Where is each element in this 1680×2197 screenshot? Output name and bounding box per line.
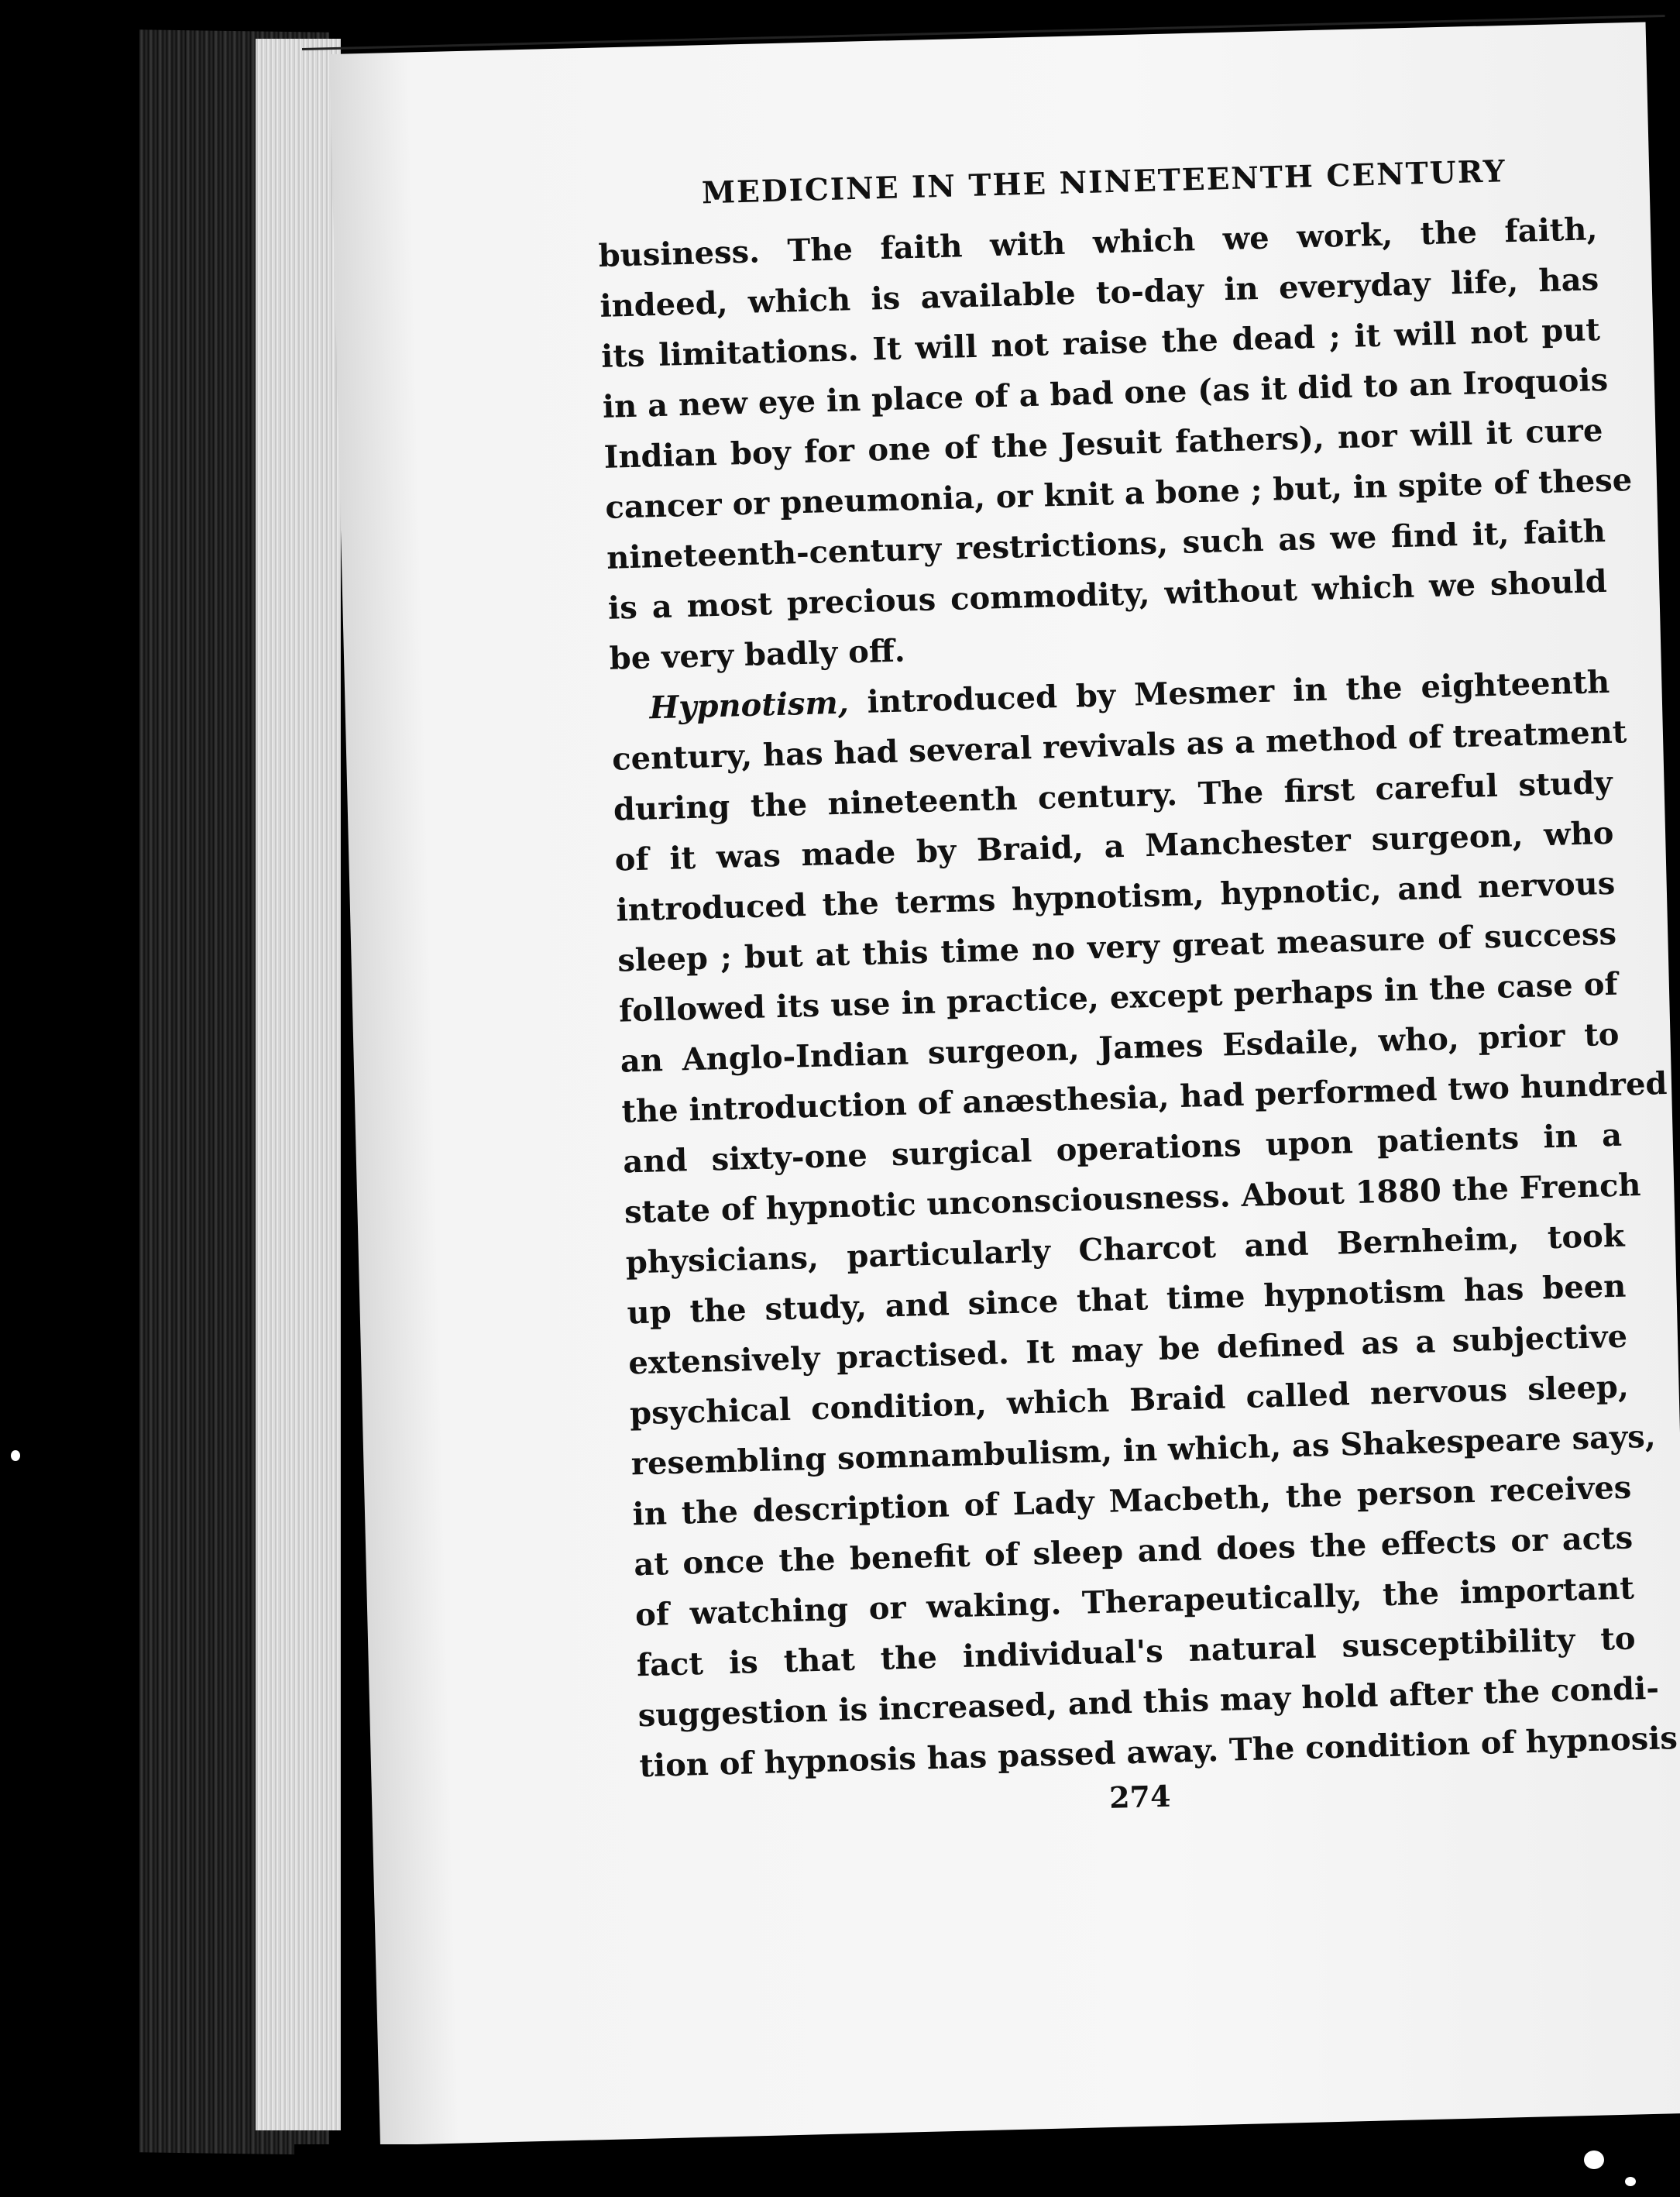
body-line: be very badly off. [609, 632, 906, 677]
body-line: at once the benefit of sleep and does the effects or acts [633, 1519, 1634, 1583]
body-line: fact is that the individual's natural susceptibility to [636, 1620, 1637, 1684]
body-line: suggestion is increased, and this may hold after the condi- [637, 1669, 1660, 1735]
body-line: century, has had several revivals as a method of treatment [611, 713, 1627, 778]
page-stack-edge [256, 39, 341, 2130]
body-line: in the description of Lady Macbeth, the person receives [632, 1469, 1632, 1533]
body-line: sleep ; but at this time no very great measure of success [617, 915, 1617, 979]
body-line: during the nineteenth century. The first careful study [613, 764, 1613, 828]
body-line: up the study, and since that time hypnotism has been [627, 1267, 1627, 1332]
body-line: followed its use in practice, except perhaps in the case of [618, 965, 1619, 1030]
text-block [596, 151, 1678, 1827]
page-number: 274 [1108, 1778, 1172, 1815]
italic-term-hypnotism: Hypnotism, [648, 684, 850, 727]
body-line: nineteenth-century restrictions, such as we find it, faith [606, 512, 1606, 576]
body-line: state of hypnotic unconsciousness. About 1880 the French [624, 1167, 1642, 1231]
scan-speck [1584, 2151, 1604, 2169]
scan-speck [1625, 2177, 1636, 2186]
running-head: MEDICINE IN THE NINETEENTH CENTURY [701, 153, 1507, 211]
body-line: the introduction of anæsthesia, had performed two hundred [620, 1065, 1668, 1130]
body-line: of watching or waking. Therapeutically, the important [634, 1570, 1635, 1634]
body-line: its limitations. It will not raise the dead ; it will not put [600, 311, 1601, 375]
body-line: is a most precious commodity, without which we should [607, 562, 1608, 627]
body-line: and sixty-one surgical operations upon patients in a [622, 1116, 1623, 1181]
body-line: resembling somnambulism, in which, as Shakespeare says, [630, 1418, 1657, 1483]
body-line: Indian boy for one of the Jesuit fathers), nor will it cure [603, 411, 1603, 476]
body-line: tion of hypnosis has passed away. The condition of hypnosis [638, 1719, 1678, 1785]
body-line: business. The faith with which we work, the faith, [598, 211, 1598, 274]
body-line: indeed, which is available to-day in everyday life, has [599, 261, 1599, 325]
scan-speck [11, 1450, 20, 1461]
body-line: physicians, particularly Charcot and Bernheim, took [625, 1217, 1626, 1281]
body-line: in a new eye in place of a bad one (as it did to an Iroquois [602, 361, 1609, 425]
body-line: extensively practised. It may be defined as a subjective [627, 1318, 1628, 1382]
bottom-dark-strip [294, 2144, 1680, 2197]
body-line: introduced the terms hypnotism, hypnotic, and nervous [615, 865, 1616, 929]
body-line: of it was made by Braid, a Manchester surgeon, who [614, 814, 1614, 878]
body-line-rest: introduced by Mesmer in the eighteenth [848, 663, 1610, 721]
body-line: cancer or pneumonia, or knit a bone ; but, in spite of these [604, 461, 1633, 526]
body-line: an Anglo-Indian surgeon, James Esdaile, who, prior to [620, 1016, 1620, 1080]
body-line: psychical condition, which Braid called nervous sleep, [629, 1368, 1630, 1432]
